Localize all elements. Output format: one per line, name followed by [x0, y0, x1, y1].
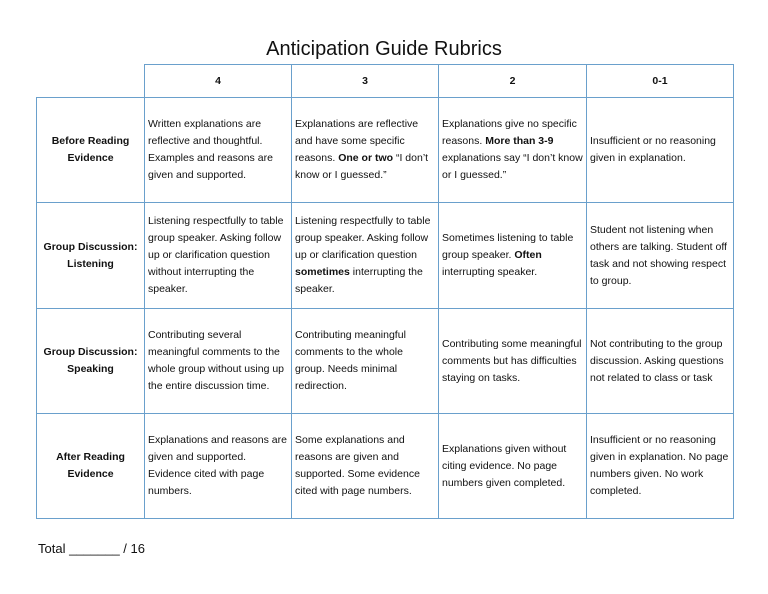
- cell-text: Explanations and reasons are given and supported. Evidence cited with page numbers.: [148, 434, 287, 497]
- cell-text: explanations say “I don’t know or I guessed.”: [442, 152, 583, 181]
- emphasis-text: One or two: [338, 152, 394, 164]
- cell-text: Some explanations and reasons are given and supported. Some evidence cited with page numbers.: [295, 434, 420, 497]
- total-score-line: Total _______ / 16: [38, 541, 145, 556]
- cell-text: Explanations given without citing evidence. No page numbers given completed.: [442, 442, 567, 489]
- rubric-cell: [145, 98, 292, 203]
- page-title: Anticipation Guide Rubrics: [266, 38, 502, 60]
- rubric-cell: [292, 414, 439, 519]
- emphasis-text: More than 3-9: [485, 135, 554, 147]
- cell-text: “I don’t know or I guessed.”: [295, 152, 429, 181]
- header-row: [37, 65, 734, 98]
- cell-text: Listening respectfully to table group speaker. Asking follow up or clarification question: [295, 215, 431, 261]
- column-header: 0-1: [587, 65, 734, 98]
- rubric-cell: [587, 98, 734, 203]
- cell-text: Insufficient or no reasoning given in explanation. No page numbers given. No work completed.: [590, 434, 729, 497]
- cell-text: Contributing several meaningful comments to the whole group without using up the entire discussion time.: [148, 329, 285, 392]
- rubric-cell: [439, 414, 587, 519]
- row-label: After Reading Evidence: [37, 414, 145, 519]
- column-header: 3: [292, 65, 439, 98]
- row-label: Group Discussion: Speaking: [37, 309, 145, 414]
- cell-text: Written explanations are reflective and thoughtful. Examples and reasons are given and supported.: [148, 118, 273, 181]
- rubric-cell: [145, 414, 292, 519]
- rubric-cell: [587, 203, 734, 309]
- cell-text: Student not listening when others are talking. Student off task and not showing respect to group.: [590, 223, 727, 287]
- rubric-cell: [145, 309, 292, 414]
- column-header: 4: [145, 65, 292, 98]
- cell-text: Explanations give no specific reasons.: [442, 118, 577, 147]
- cell-text: Contributing meaningful comments to the whole group. Needs minimal redirection.: [295, 329, 406, 392]
- table-row: [37, 414, 734, 519]
- rubric-cell: [439, 203, 587, 309]
- table-row: [37, 309, 734, 414]
- cell-text: Listening respectfully to table group speaker. Asking follow up or clarification question without interrupting the speaker.: [148, 215, 284, 295]
- cell-text: Explanations are reflective and have some specific reasons.: [295, 118, 419, 164]
- cell-text: Contributing some meaningful comments but has difficulties staying on tasks.: [442, 337, 582, 384]
- cell-text: Insufficient or no reasoning given in explanation.: [590, 135, 716, 164]
- rubric-cell: [292, 98, 439, 203]
- row-label: Before Reading Evidence: [37, 98, 145, 203]
- rubric-cell: [145, 203, 292, 309]
- cell-text: Not contributing to the group discussion. Asking questions not related to class or task: [590, 337, 724, 384]
- table-row: [37, 98, 734, 203]
- rubric-table: [36, 64, 734, 519]
- emphasis-text: Often: [514, 249, 542, 261]
- rubric-cell: [587, 309, 734, 414]
- column-header: 2: [439, 65, 587, 98]
- corner-cell: [37, 65, 145, 98]
- rubric-cell: [439, 98, 587, 203]
- cell-text: Sometimes listening to table group speaker.: [442, 232, 574, 261]
- rubric-cell: [292, 309, 439, 414]
- cell-text: interrupting speaker.: [442, 266, 538, 278]
- rubric-cell: [587, 414, 734, 519]
- table-row: [37, 203, 734, 309]
- rubric-cell: [292, 203, 439, 309]
- row-label: Group Discussion: Listening: [37, 203, 145, 309]
- cell-text: interrupting the speaker.: [295, 266, 423, 295]
- emphasis-text: sometimes: [295, 266, 350, 278]
- rubric-cell: [439, 309, 587, 414]
